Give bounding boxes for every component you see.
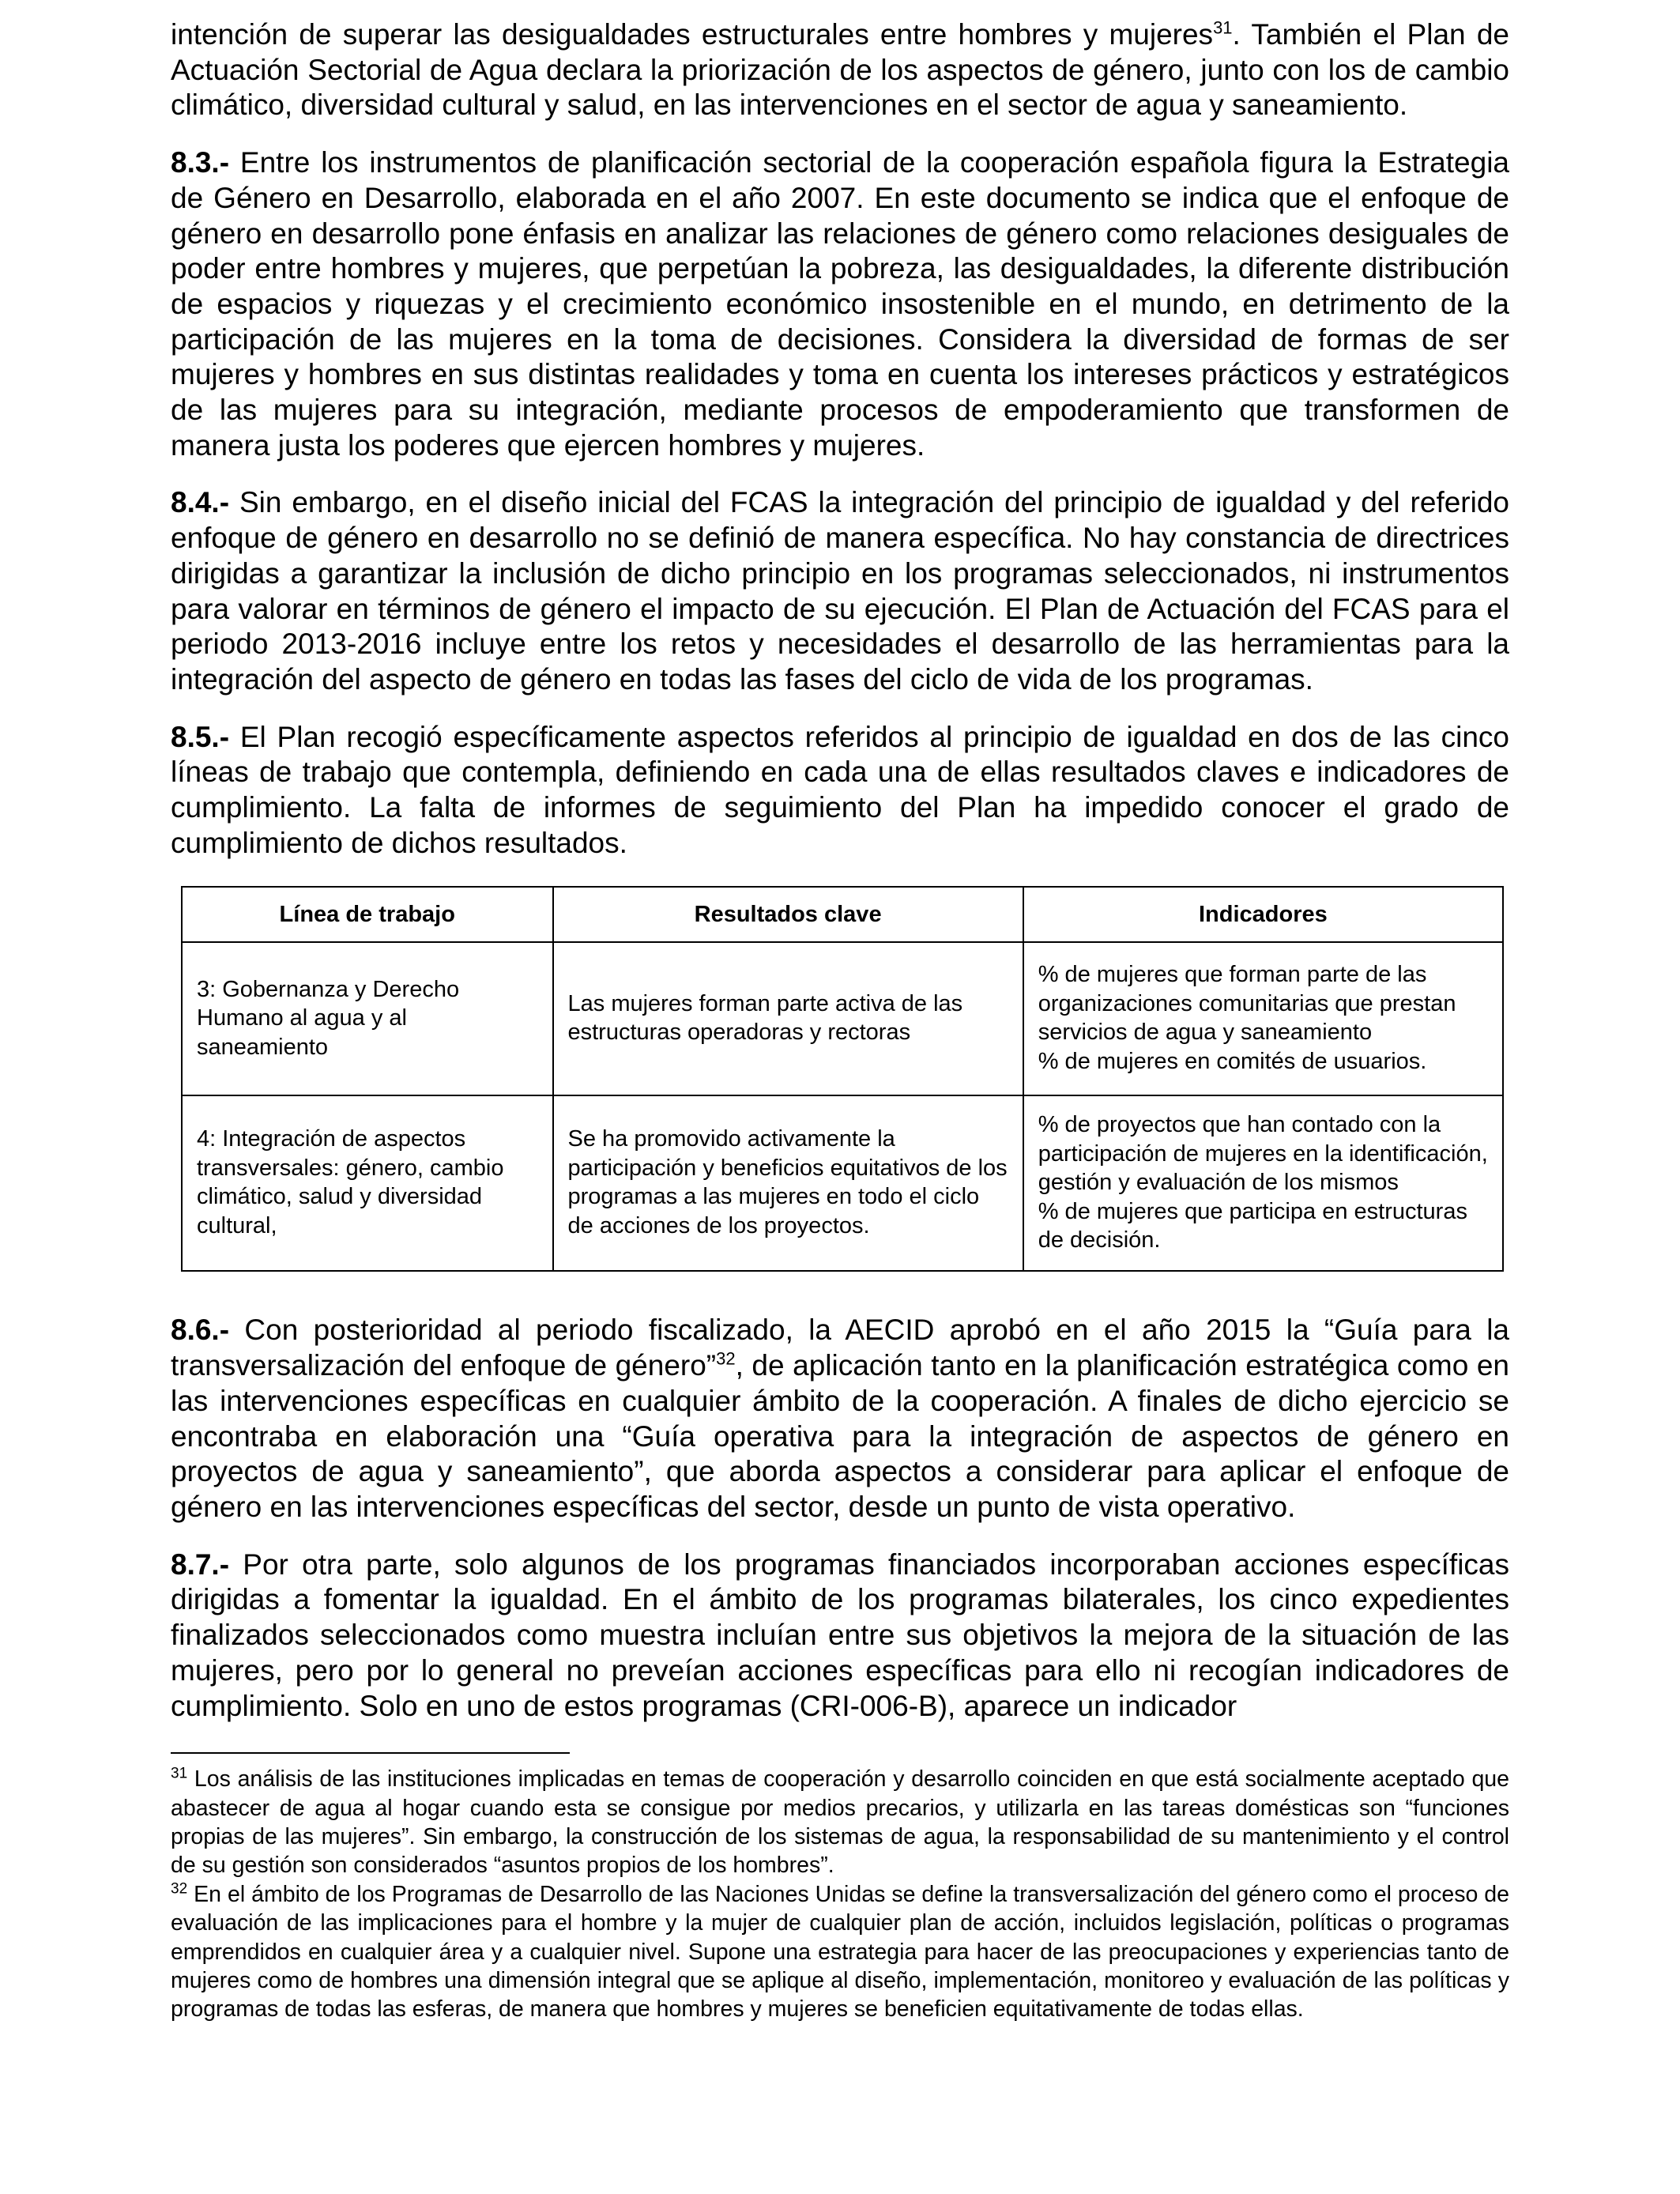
table-row: [182, 942, 1503, 1095]
column-header-indicadores: Indicadores: [1023, 887, 1503, 942]
footnote-number: 32: [171, 1880, 188, 1898]
footnote-31: [171, 1765, 1509, 1880]
paragraph-text: Entre los instrumentos de planificación sectorial de la cooperación española figura la Estrategia de Género en Desarrollo, elaborada en el año 2007. En este documento se indica que el enfoque de género en desarrollo pone énfasis en analizar las relaciones de género como relaciones desiguales de poder entre hombres y mujeres, que perpetúan la pobreza, las desigualdades, la diferente distribución de espacios y riquezas y el crecimiento económico insostenible en el mundo, en detrimento de la participación de las mujeres en la toma de decisiones. Considera la diversidad de formas de ser mujeres y hombres en sus distintas realidades y toma en cuenta los intereses prácticos y estratégicos de las mujeres para su integración, mediante procesos de empoderamiento que transformen de manera justa los poderes que ejercen hombres y mujeres.: [171, 146, 1509, 462]
footnote-reference-32[interactable]: 32: [716, 1348, 736, 1369]
paragraph-number: 8.7.-: [171, 1547, 230, 1581]
cell-indicadores: [1023, 942, 1503, 1095]
document-page: [171, 17, 1509, 2024]
paragraph-text: Por otra parte, solo algunos de los programas financiados incorporaban acciones específicas dirigidas a fomentar la igualdad. En el ámbito de los programas bilaterales, los cinco expedientes finalizados seleccionados como muestra incluían entre sus objetivos la mejora de la situación de las mujeres, pero por lo general no preveían acciones específicas para ello ni recogían indicadores de cumplimiento. Solo en uno de estos programas (CRI-006-B), aparece un indicador: [171, 1547, 1509, 1722]
footnote-reference-31[interactable]: 31: [1213, 17, 1233, 38]
paragraph-text: Con posterioridad al periodo fiscalizado, la AECID aprobó en el año 2015 la “Guía para la transversalización del enfoque de género”: [171, 1314, 1509, 1382]
cell-resultados: Se ha promovido activamente la participación y beneficios equitativos de los programas a las mujeres en todo el ciclo de acciones de los proyectos.: [553, 1095, 1023, 1271]
paragraph-number: 8.4.-: [171, 486, 230, 519]
paragraph-8-7: [171, 1547, 1509, 1725]
paragraph-number: 8.5.-: [171, 720, 230, 753]
paragraph-8-4: [171, 485, 1509, 697]
footnote-text: Los análisis de las instituciones implicadas en temas de cooperación y desarrollo coinciden en que está socialmente aceptado que abastecer de agua al hogar cuando esta se consigue por medios precarios, y utilizarla en las tareas domésticas son “funciones propias de las mujeres”. Sin embargo, la construcción de los sistemas de agua, la responsabilidad de su mantenimiento y el control de su gestión son considerados “asuntos propios de los hombres”.: [171, 1766, 1509, 1879]
paragraph-text: intención de superar las desigualdades estructurales entre hombres y mujeres: [171, 18, 1214, 51]
paragraph-8-6: [171, 1313, 1509, 1525]
table-header-row: [182, 887, 1503, 942]
paragraph-text: Sin embargo, en el diseño inicial del FCAS la integración del principio de igualdad y del referido enfoque de género en desarrollo no se definió de manera específica. No hay constancia de directrices dirigidas a garantizar la inclusión de dicho principio en los programas seleccionados, ni instrumentos para valorar en términos de género el impacto de su ejecución. El Plan de Actuación del FCAS para el periodo 2013-2016 incluye entre los retos y necesidades el desarrollo de las herramientas para la integración del aspecto de género en todas las fases del ciclo de vida de los programas.: [171, 486, 1509, 696]
paragraph-number: 8.6.-: [171, 1314, 230, 1347]
table-row: [182, 1095, 1503, 1271]
cell-resultados: Las mujeres forman parte activa de las estructuras operadoras y rectoras: [553, 942, 1023, 1095]
paragraph-8-3: [171, 145, 1509, 463]
footnote-number: 31: [171, 1765, 188, 1782]
cell-linea: 3: Gobernanza y Derecho Humano al agua y al saneamiento: [182, 942, 553, 1095]
indicator-item: % de proyectos que han contado con la participación de mujeres en la identificación, gestión y evaluación de los mismos: [1038, 1112, 1488, 1196]
paragraph-continuation: [171, 17, 1509, 123]
cell-indicadores: [1023, 1095, 1503, 1271]
indicator-item: % de mujeres que participa en estructuras de decisión.: [1038, 1198, 1467, 1253]
column-header-resultados: Resultados clave: [553, 887, 1023, 942]
paragraph-8-5: [171, 720, 1509, 861]
indicator-item: % de mujeres que forman parte de las organizaciones comunitarias que prestan servicios de agua y saneamiento: [1038, 962, 1456, 1046]
paragraph-number: 8.3.-: [171, 146, 230, 179]
gender-results-table: [181, 886, 1504, 1272]
paragraph-text: , de aplicación tanto en la planificación estratégica como en las intervenciones específicas en cualquier ámbito de la cooperación. A finales de dicho ejercicio se encontraba en elaboración una “Guía operativa para la integración de aspectos de género en proyectos de agua y saneamiento”, que aborda aspectos a considerar para aplicar el enfoque de género en las intervenciones específicas del sector, desde un punto de vista operativo.: [171, 1349, 1509, 1523]
indicator-item: % de mujeres en comités de usuarios.: [1038, 1048, 1427, 1074]
paragraph-text: . También el Plan de Actuación Sectorial de Agua declara la priorización de los aspectos de género, junto con los de cambio climático, diversidad cultural y salud, en las intervenciones en el sector de agua y saneamiento.: [171, 18, 1509, 122]
column-header-linea: Línea de trabajo: [182, 887, 553, 942]
footnote-text: En el ámbito de los Programas de Desarrollo de las Naciones Unidas se define la transversalización del género como el proceso de evaluación de las implicaciones para el hombre y la mujer de cualquier plan de acción, incluidos legislación, políticas o programas emprendidos en cualquier área y a cualquier nivel. Supone una estrategia para hacer de las preocupaciones y experiencias tanto de mujeres como de hombres una dimensión integral que se aplique al diseño, implementación, monitoreo y evaluación de las políticas y programas de todas las esferas, de manera que hombres y mujeres se beneficien equitativamente de todas ellas.: [171, 1881, 1509, 2022]
footnote-32: [171, 1880, 1509, 2024]
footnote-separator: [171, 1752, 570, 1754]
paragraph-text: El Plan recogió específicamente aspectos referidos al principio de igualdad en dos de las cinco líneas de trabajo que contempla, definiendo en cada una de ellas resultados claves e indicadores de cumplimiento. La falta de informes de seguimiento del Plan ha impedido conocer el grado de cumplimiento de dichos resultados.: [171, 720, 1509, 859]
cell-linea: 4: Integración de aspectos transversales: género, cambio climático, salud y diversidad cultural,: [182, 1095, 553, 1271]
